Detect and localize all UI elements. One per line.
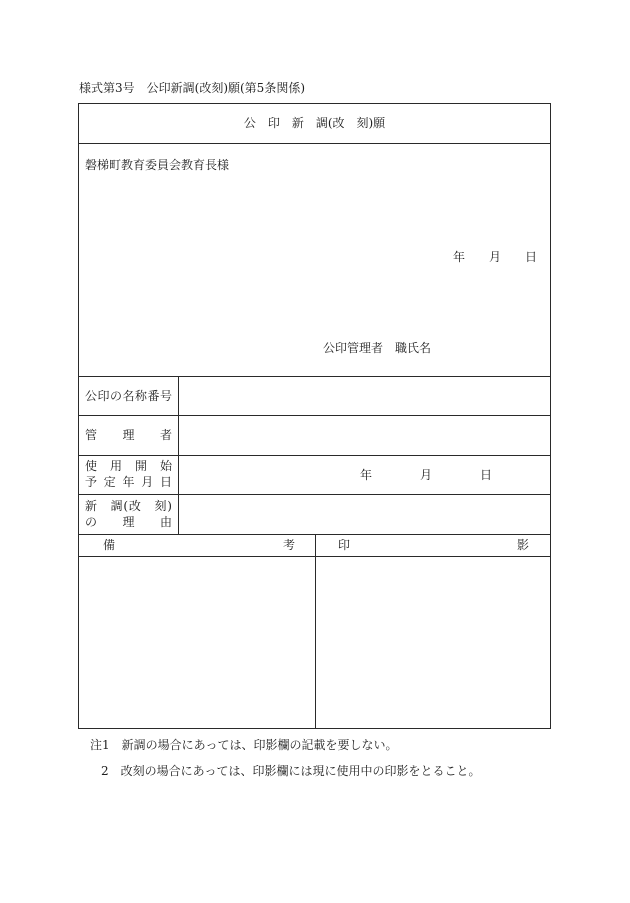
rule-seal-name-bottom <box>78 415 551 416</box>
start-date-value: 年 月 日 <box>360 468 493 482</box>
form-title: 公 印 新 調(改 刻)願 <box>243 116 386 130</box>
note-2: 2 改刻の場合にあっては、印影欄には現に使用中の印影をとること。 <box>101 764 481 778</box>
manager-label: 管 理 者 <box>85 428 172 442</box>
rule-title-bottom <box>78 143 551 144</box>
rule-manager-bottom <box>78 455 551 456</box>
seal-name-label: 公印の名称番号 <box>85 389 172 403</box>
rule-label-column <box>178 376 179 534</box>
start-date-label-line1: 使 用 開 始 <box>85 459 172 473</box>
seal-impression-header-first: 印 <box>338 538 351 552</box>
reason-label-line1: 新 調(改 刻) <box>85 499 172 513</box>
addressee: 磐梯町教育委員会教育長様 <box>85 158 230 172</box>
rule-address-bottom <box>78 376 551 377</box>
remarks-header-first: 備 <box>103 538 116 552</box>
rule-start-date-bottom <box>78 494 551 495</box>
rule-remarks-divider <box>315 534 316 729</box>
remarks-header-last: 考 <box>283 538 296 552</box>
start-date-label-line2: 予 定 年 月 日 <box>85 475 172 489</box>
form-number: 様式第3号 公印新調(改刻)願(第5条関係) <box>79 81 305 95</box>
seal-impression-header-last: 影 <box>517 538 530 552</box>
note-1: 注1 新調の場合にあっては、印影欄の記載を要しない。 <box>90 738 398 752</box>
reason-label-line2: の 理 由 <box>85 515 172 529</box>
applicant-label: 公印管理者 職氏名 <box>323 341 432 355</box>
application-date: 年 月 日 <box>453 250 538 264</box>
